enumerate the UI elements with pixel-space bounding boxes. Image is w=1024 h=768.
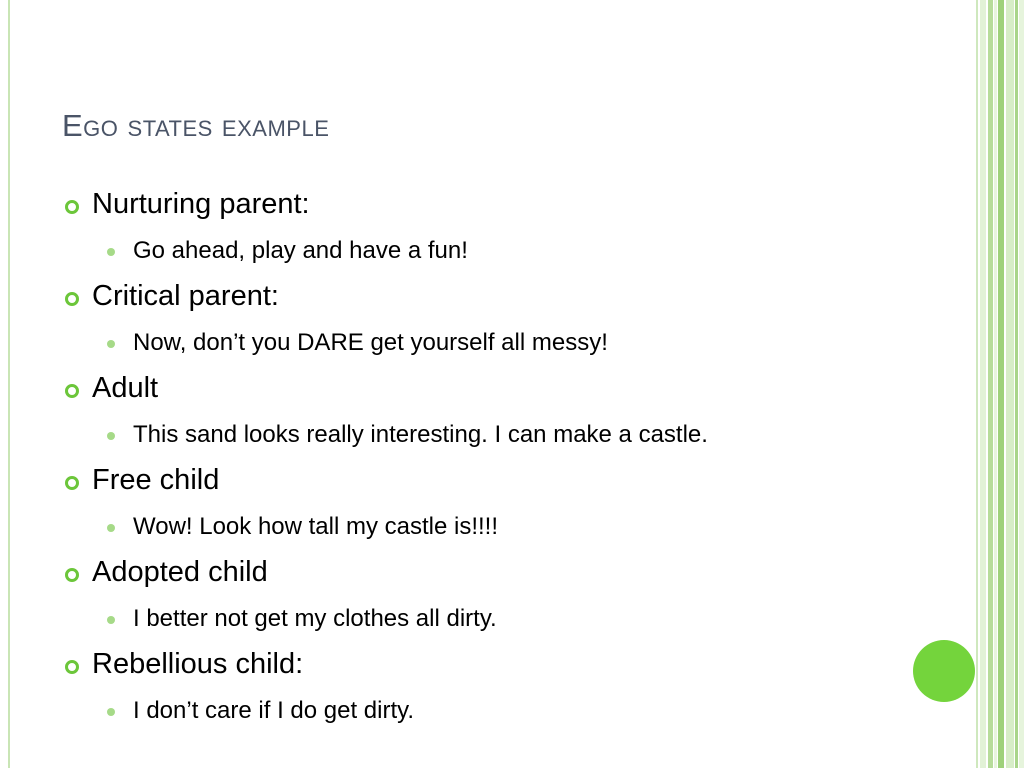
ego-state-heading: Adopted child: [92, 556, 268, 588]
ego-state-heading: Critical parent:: [92, 280, 279, 312]
list-item: [62, 554, 942, 646]
slide-title: Ego states example: [62, 108, 330, 143]
decor-stripe: [994, 0, 997, 768]
ring-bullet-icon: [65, 384, 79, 398]
list-item: [62, 370, 942, 462]
ring-bullet-icon: [65, 476, 79, 490]
bullet-list: [62, 186, 942, 738]
dot-bullet-icon: [107, 616, 115, 624]
ring-bullet-icon: [65, 660, 79, 674]
list-item: [62, 646, 942, 738]
list-item: [62, 462, 942, 554]
ego-state-example: Now, don’t you DARE get yourself all messy!: [133, 329, 608, 356]
ego-state-heading: Rebellious child:: [92, 648, 304, 680]
decor-stripe: [1015, 0, 1018, 768]
dot-bullet-icon: [107, 708, 115, 716]
decor-stripe: [1006, 0, 1014, 768]
dot-bullet-icon: [107, 248, 115, 256]
decor-stripe: [1019, 0, 1024, 768]
decor-stripe: [988, 0, 993, 768]
decor-stripe: [976, 0, 978, 768]
ego-state-heading: Nurturing parent:: [92, 188, 310, 220]
list-item: [62, 278, 942, 370]
decor-stripe: [998, 0, 1004, 768]
ego-state-example: Wow! Look how tall my castle is!!!!: [133, 513, 499, 540]
decor-stripe: [980, 0, 986, 768]
dot-bullet-icon: [107, 340, 115, 348]
ring-bullet-icon: [65, 568, 79, 582]
ego-state-heading: Adult: [92, 372, 159, 404]
dot-bullet-icon: [107, 524, 115, 532]
ring-bullet-icon: [65, 200, 79, 214]
left-border-line: [8, 0, 10, 768]
ego-state-example: Go ahead, play and have a fun!: [133, 237, 468, 264]
dot-bullet-icon: [107, 432, 115, 440]
ring-bullet-icon: [65, 292, 79, 306]
ego-state-example: I don’t care if I do get dirty.: [133, 697, 415, 724]
ego-state-heading: Free child: [92, 464, 220, 496]
ego-state-example: This sand looks really interesting. I can make a castle.: [133, 421, 708, 448]
list-item: [62, 186, 942, 278]
ego-state-example: I better not get my clothes all dirty.: [133, 605, 497, 632]
